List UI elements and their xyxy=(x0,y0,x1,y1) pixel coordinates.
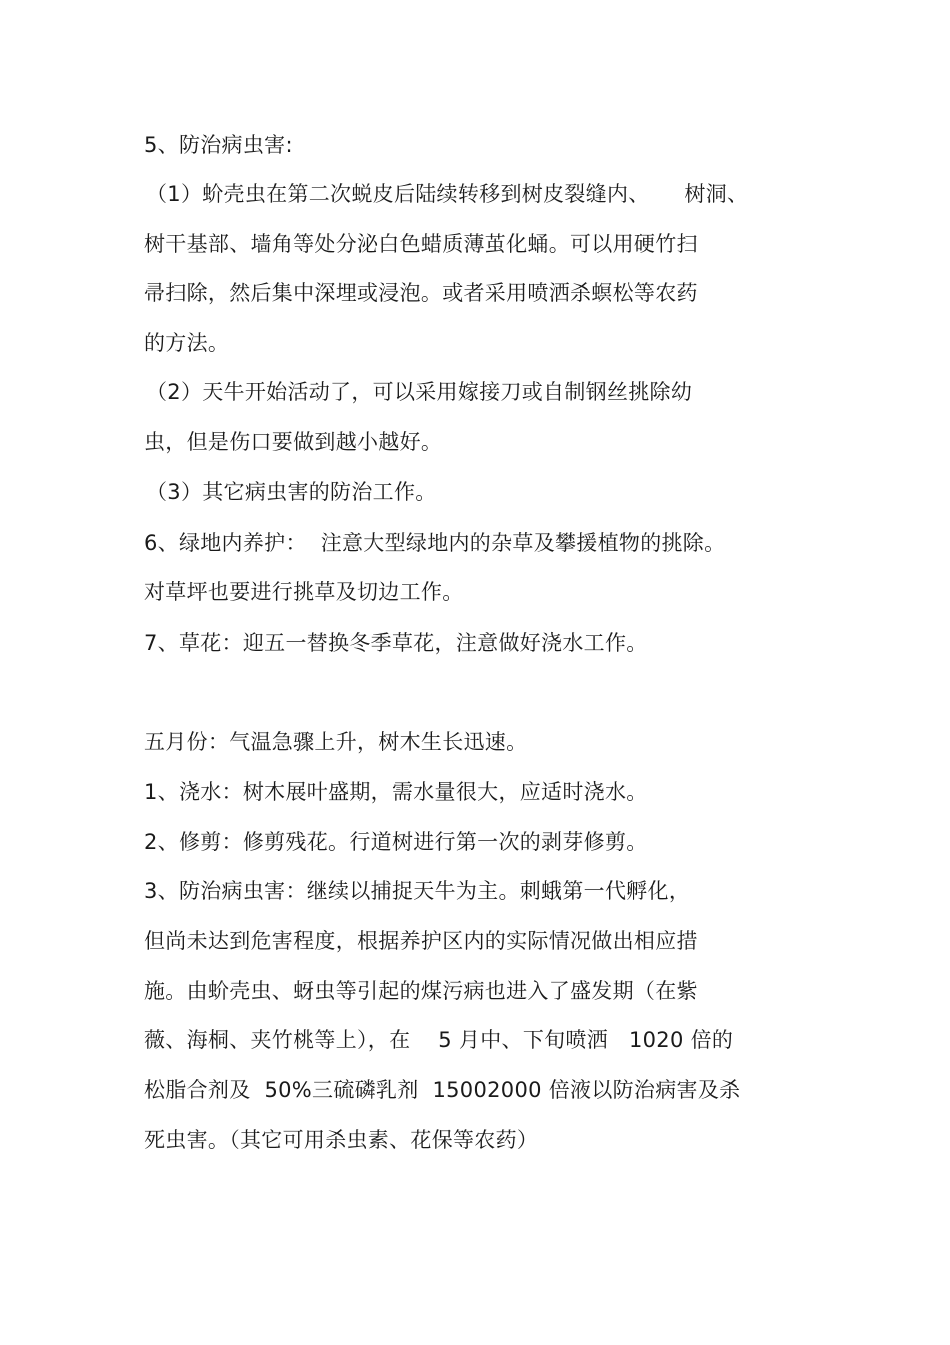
text-line-may-heading: 五月份：气温急骤上升，树木生长迅速。 xyxy=(144,730,528,754)
text-line-may-pest-3: 施。由蚧壳虫、蚜虫等引起的煤污病也进入了盛发期（在紫 xyxy=(144,979,698,1003)
text-line-may-pruning: 2、修剪：修剪残花。行道树进行第一次的剥芽修剪。 xyxy=(144,830,648,854)
text-line-other-pests: （3）其它病虫害的防治工作。 xyxy=(146,480,437,504)
text-line-longhorn-2: 虫，但是伤口要做到越小越好。 xyxy=(144,430,443,454)
text-line-may-watering: 1、浇水：树木展叶盛期，需水量很大，应适时浇水。 xyxy=(144,780,648,804)
text-line-may-pest-1: 3、防治病虫害：继续以捕捉天牛为主。刺蛾第一代孵化， xyxy=(144,879,691,903)
text-line-scale-insect-4: 的方法。 xyxy=(144,331,230,355)
text-line-may-pest-4: 薇、海桐、夹竹桃等上），在 5 月中、下旬喷洒 1020 倍的 xyxy=(144,1028,734,1052)
text-line-scale-insect-2: 树干基部、墙角等处分泌白色蜡质薄茧化蛹。可以用硬竹扫 xyxy=(144,232,698,256)
text-line-scale-insect-1: （1）蚧壳虫在第二次蜕皮后陆续转移到树皮裂缝内、 树洞、 xyxy=(146,182,749,206)
text-line-may-pest-5: 松脂合剂及 50%三硫磷乳剂 15002000 倍液以防治病害及杀 xyxy=(144,1078,741,1102)
text-line-greenbelt-2: 对草坪也要进行挑草及切边工作。 xyxy=(144,580,464,604)
text-line-scale-insect-3: 帚扫除，然后集中深埋或浸泡。或者采用喷洒杀螟松等农药 xyxy=(144,281,698,305)
text-line-longhorn-1: （2）天牛开始活动了，可以采用嫁接刀或自制钢丝挑除幼 xyxy=(146,380,693,404)
text-line-flowers: 7、草花：迎五一替换冬季草花，注意做好浇水工作。 xyxy=(144,631,648,655)
text-line-may-pest-6: 死虫害。（其它可用杀虫素、花保等农药） xyxy=(144,1128,539,1152)
text-line-may-pest-2: 但尚未达到危害程度，根据养护区内的实际情况做出相应措 xyxy=(144,929,698,953)
text-line-heading-pest-control: 5、防治病虫害: xyxy=(144,133,293,157)
text-line-greenbelt-1: 6、绿地内养护： 注意大型绿地内的杂草及攀援植物的挑除。 xyxy=(144,531,726,555)
